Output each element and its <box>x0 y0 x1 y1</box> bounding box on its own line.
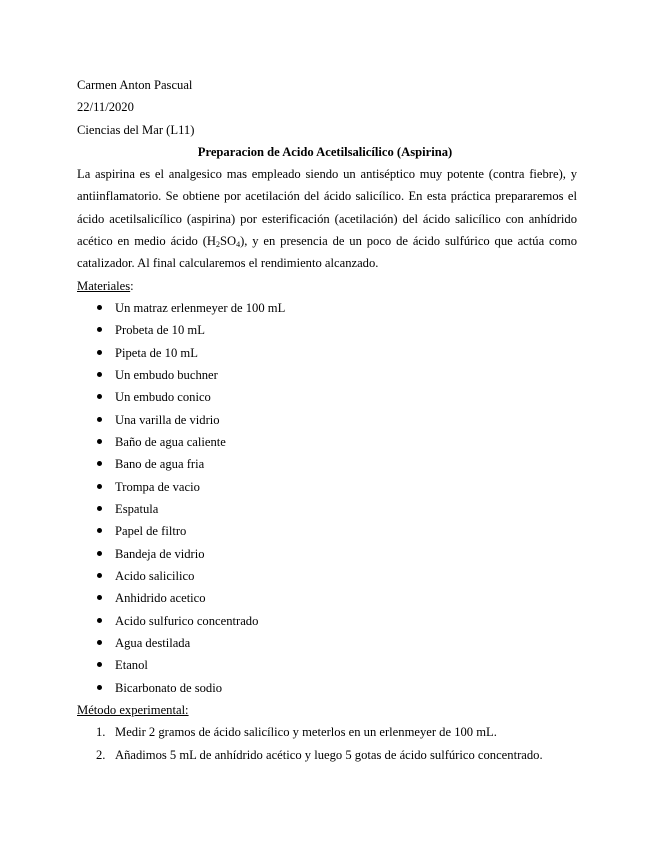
material-item-text: Acido salicilico <box>115 569 195 584</box>
bullet-icon <box>97 461 102 466</box>
material-item <box>77 342 577 364</box>
material-item-text: Acido sulfurico concentrado <box>115 613 259 628</box>
materials-heading-label: Materiales <box>77 278 131 293</box>
report-date: 22/11/2020 <box>77 100 134 115</box>
intro-text-start: La aspirina es el analgesico mas empleado siendo un antiséptico muy potente (contra fiebre), y antiinflamatorio. Se obtiene por acetilación del ácido salicílico. En esta práctica prepararemos el ácido acetilsalicílico (aspirina) por esterificación (acetilación) del ácido salicílico con anhídrido acético en medio ácido (H <box>77 167 577 249</box>
material-item <box>77 654 577 676</box>
bullet-icon <box>97 372 102 377</box>
material-item <box>77 297 577 319</box>
intro-text-end: ), y en presencia de un poco de ácido sulfúrico que actúa como catalizador. Al final calcularemos el rendimiento alcanzado. <box>77 234 577 271</box>
method-step <box>77 721 577 743</box>
materials-heading-colon: : <box>130 278 134 293</box>
material-item-text: Un embudo conico <box>115 390 211 405</box>
material-item-text: Baño de agua caliente <box>115 435 226 450</box>
material-item <box>77 520 577 542</box>
bullet-icon <box>97 506 102 511</box>
material-item <box>77 543 577 565</box>
method-step <box>77 744 577 766</box>
method-heading: Método experimental: <box>77 703 189 718</box>
bullet-icon <box>97 394 102 399</box>
bullet-icon <box>97 685 102 690</box>
method-steps-list <box>77 721 577 766</box>
material-item <box>77 364 577 386</box>
material-item-text: Anhidrido acetico <box>115 591 206 606</box>
material-item-text: Espatula <box>115 502 159 517</box>
material-item <box>77 319 577 341</box>
material-item <box>77 476 577 498</box>
formula-subscript-4: 4 <box>236 240 241 250</box>
material-item <box>77 677 577 699</box>
material-item <box>77 565 577 587</box>
formula-so: SO <box>219 234 237 249</box>
bullet-icon <box>97 439 102 444</box>
bullet-icon <box>97 662 102 667</box>
step-text: Medir 2 gramos de ácido salicílico y meterlos en un erlenmeyer de 100 mL. <box>115 725 497 740</box>
step-number: 1. <box>96 725 106 740</box>
material-item-text: Agua destilada <box>115 636 191 651</box>
bullet-icon <box>97 573 102 578</box>
material-item-text: Papel de filtro <box>115 524 187 539</box>
intro-paragraph <box>77 163 577 274</box>
bullet-icon <box>97 484 102 489</box>
formula-subscript-2: 2 <box>215 240 220 250</box>
bullet-icon <box>97 528 102 533</box>
material-item <box>77 409 577 431</box>
material-item <box>77 610 577 632</box>
bullet-icon <box>97 640 102 645</box>
bullet-icon <box>97 417 102 422</box>
step-number: 2. <box>96 747 106 762</box>
document-title: Preparacion de Acido Acetilsalicílico (Aspirina) <box>197 144 453 159</box>
material-item <box>77 498 577 520</box>
material-item-text: Un matraz erlenmeyer de 100 mL <box>115 300 286 315</box>
materials-heading <box>77 275 577 297</box>
material-item-text: Un embudo buchner <box>115 368 218 382</box>
material-item-text: Una varilla de vidrio <box>115 412 220 427</box>
material-item-text: Probeta de 10 mL <box>115 323 205 338</box>
material-item <box>77 431 577 453</box>
course-name: Ciencias del Mar (L11) <box>77 122 195 137</box>
material-item-text: Pipeta de 10 mL <box>115 345 198 360</box>
material-item-text: Bicarbonato de sodio <box>115 680 223 695</box>
material-item-text: Etanol <box>115 658 148 673</box>
materials-list <box>77 297 577 699</box>
material-item <box>77 453 577 475</box>
bullet-icon <box>97 551 102 556</box>
bullet-icon <box>97 350 102 355</box>
document-content <box>77 74 577 766</box>
step-text: Añadimos 5 mL de anhídrido acético y luego 5 gotas de ácido sulfúrico concentrado. <box>115 747 543 762</box>
material-item <box>77 632 577 654</box>
bullet-icon <box>97 327 102 332</box>
author-name: Carmen Anton Pascual <box>77 78 193 92</box>
bullet-icon <box>97 595 102 600</box>
material-item <box>77 386 577 408</box>
material-item-text: Trompa de vacio <box>115 479 200 494</box>
material-item <box>77 587 577 609</box>
bullet-icon <box>97 618 102 623</box>
material-item-text: Bandeja de vidrio <box>115 546 205 561</box>
bullet-icon <box>97 305 102 310</box>
material-item-text: Bano de agua fria <box>115 457 205 472</box>
